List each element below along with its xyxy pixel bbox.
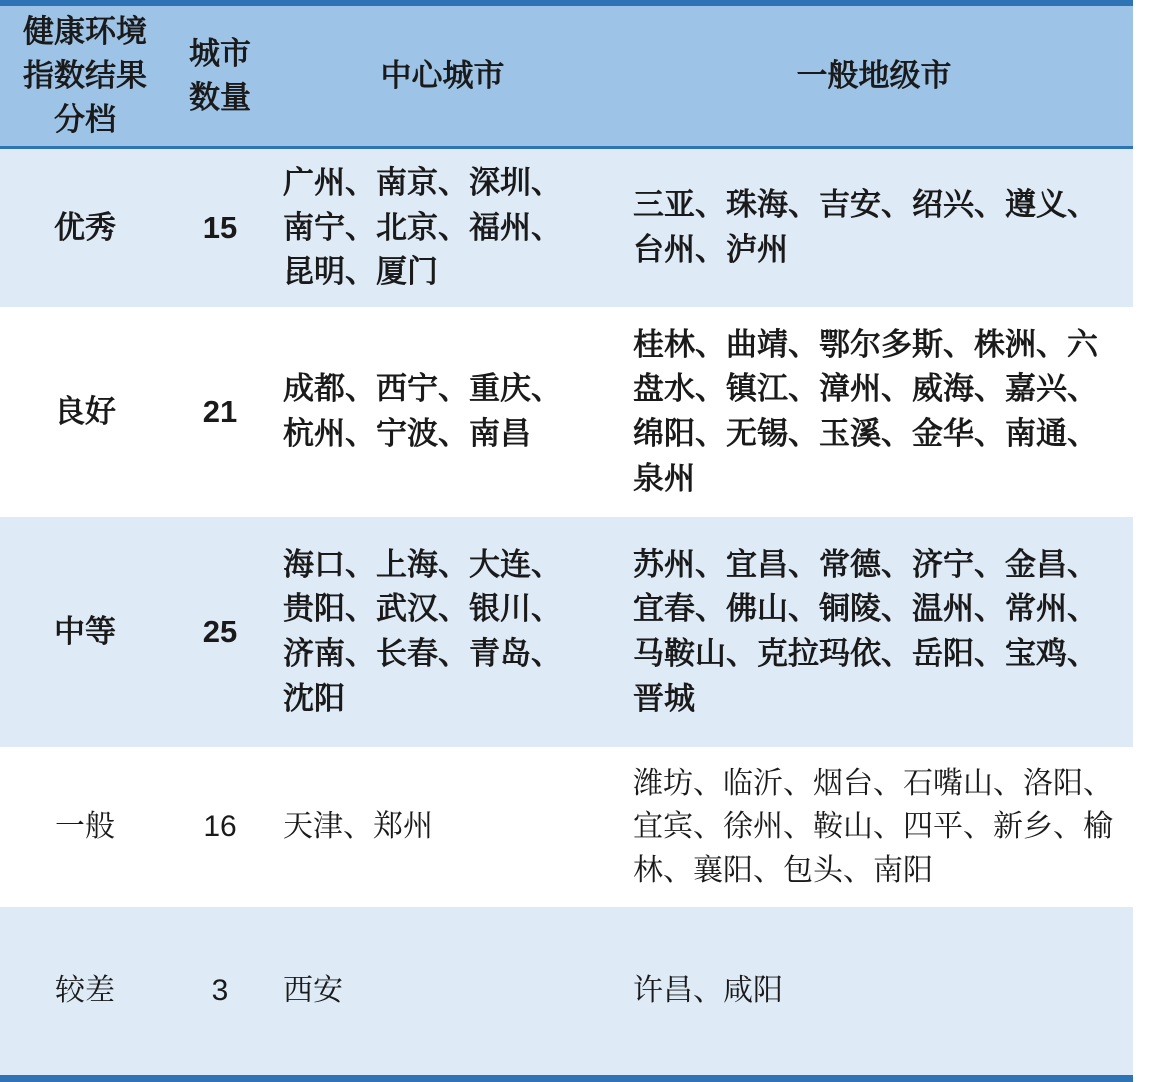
city-count-cell: 21 [170, 307, 270, 517]
table-row-medium [0, 517, 1133, 747]
city-count-cell: 16 [170, 747, 270, 907]
city-count-cell: 3 [170, 907, 270, 1079]
tier-cell: 优秀 [0, 148, 170, 308]
table-body [0, 148, 1133, 1079]
city-count-cell: 15 [170, 148, 270, 308]
prefecture-cities-cell: 桂林、曲靖、鄂尔多斯、株洲、六盘水、镇江、漳州、威海、嘉兴、绵阳、无锡、玉溪、金华、南通、泉州 [615, 307, 1133, 517]
prefecture-cities-cell: 许昌、咸阳 [615, 907, 1133, 1079]
table-row-excellent [0, 148, 1133, 308]
central-cities-cell: 海口、上海、大连、贵阳、武汉、银川、济南、长春、青岛、沈阳 [270, 517, 615, 747]
tier-cell: 较差 [0, 907, 170, 1079]
central-cities-cell: 西安 [270, 907, 615, 1079]
tier-cell: 中等 [0, 517, 170, 747]
table-row-poor [0, 907, 1133, 1079]
table-row-good [0, 307, 1133, 517]
prefecture-cities-cell: 苏州、宜昌、常德、济宁、金昌、宜春、佛山、铜陵、温州、常州、马鞍山、克拉玛依、岳阳、宝鸡、晋城 [615, 517, 1133, 747]
col-header-city-count: 城市数量 [170, 3, 270, 148]
central-cities-cell: 广州、南京、深圳、南宁、北京、福州、昆明、厦门 [270, 148, 615, 308]
col-header-prefecture-cities: 一般地级市 [615, 3, 1133, 148]
table-header [0, 3, 1133, 148]
central-cities-cell: 成都、西宁、重庆、杭州、宁波、南昌 [270, 307, 615, 517]
prefecture-cities-cell: 潍坊、临沂、烟台、石嘴山、洛阳、宜宾、徐州、鞍山、四平、新乡、榆林、襄阳、包头、南阳 [615, 747, 1133, 907]
table-row-fair [0, 747, 1133, 907]
tier-cell: 良好 [0, 307, 170, 517]
col-header-tier: 健康环境指数结果分档 [0, 3, 170, 148]
col-header-central-cities: 中心城市 [270, 3, 615, 148]
prefecture-cities-cell: 三亚、珠海、吉安、绍兴、遵义、台州、泸州 [615, 148, 1133, 308]
central-cities-cell: 天津、郑州 [270, 747, 615, 907]
tier-cell: 一般 [0, 747, 170, 907]
header-row [0, 3, 1133, 148]
city-count-cell: 25 [170, 517, 270, 747]
